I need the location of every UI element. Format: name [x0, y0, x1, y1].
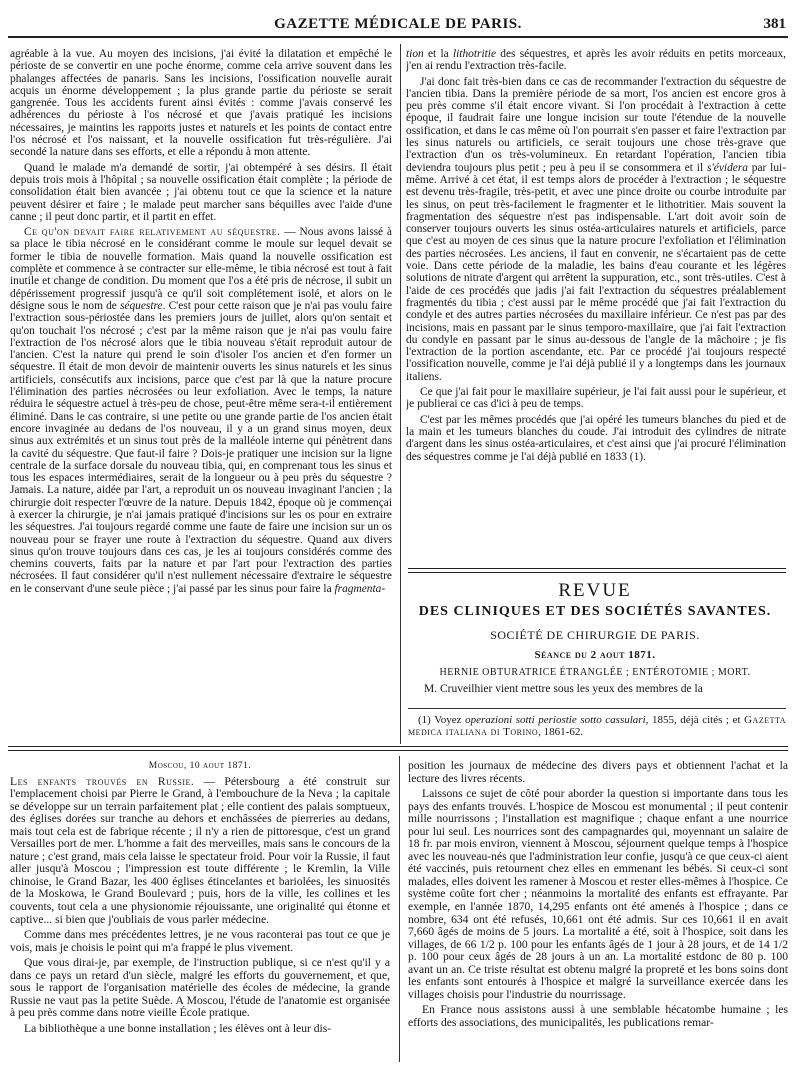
section-divider [408, 568, 786, 573]
article-column-right [406, 48, 786, 554]
correspondence-column-right [408, 760, 788, 1060]
section-heading: Les enfants trouvés en Russie. [10, 774, 195, 788]
case-title: HERNIE OBTURATRICE ÉTRANGLÉE ; ENTÉROTOMIE ; MORT. [439, 667, 751, 678]
column-divider [399, 756, 400, 1062]
paragraph: Que vous dirai-je, par exemple, de l'instruction publique, si ce n'est qu'il y a dans ce pays un retard d'un siècle, malgré les efforts du gouvernement, et que, sous le rapport de l'organisation matérielle des écoles de médecine, la grande Russie ne vaut pas la petite Suède. A Moscou, l'étude de l'anatomie est organisée à peu près comme dans notre vieille École pratique. [10, 956, 390, 1020]
paragraph: Ce que j'ai fait pour le maxillaire supérieur, je l'ai fait aussi pour le supérieur, et je publierai ce cas d'ici à peu de temps. [406, 386, 786, 411]
society-name: SOCIÉTÉ DE CHIRURGIE DE PARIS. [490, 628, 700, 642]
paragraph: Les enfants trouvés en Russie. — Pétersbourg a été construit sur l'emplacement choisi par Pierre le Grand, à l'embouchure de la Neva ; la capitale se développe sur un terrain parfaitement plat ; elle contient des palais somptueux, des églises dorées sur tranche au dehors et enchâssées de pierreries au dedans, mais tout cela est de fabrique récente ; il n'y a rien de pittoresque, c'est un grand Versailles port de mer. L'homme a fait des merveilles, mais sans le concours de la nature ; c'est grand, mais cela laisse le spectateur froid. Pour voir la Russie, il faut aller jusqu'à Moscou ; l'impression est toute différente ; le Kremlin, la Ville chinoise, le Grand Bazar, les 400 églises étincelantes et bariolées, les sinuosités de la Moskowa, le Grand Boulevard ; puis, hors de la ville, les collines et les couvents, tout cela a une physionomie réjouissante, une originalité qui étonne et captive... si bien que j'oubliais de vous parler médecine. [10, 774, 390, 926]
footnote: (1) Voyez operazioni sotti periostie sotto cassulari, 1855, déjà cités ; et Gazetta medica italiana di Torino, 1861-62. [408, 714, 786, 738]
page-number: 381 [763, 16, 786, 32]
correspondence-column-left [10, 760, 390, 1060]
paragraph: Laissons ce sujet de côté pour aborder la question si importante dans tous les pays des enfants trouvés. L'hospice de Moscou est monumental ; il peut contenir mille nourrissons ; l'installation est magnifique ; chaque enfant a une nourrice pour lui seul. Les nourrices sont des campagnardes qui, moyennant un salaire de 18 fr. par mois environ, viennent à Moscou, séjournent quelque temps à l'hospice avec les nouveau-nés que l'administration leur confie, jusqu'à ce que ceux-ci aient été vaccinés, puis retournent chez elles en emmenant les bébés. Si ceux-ci sont malades, elles doivent les ramener à Moscou et rester elles-mêmes à l'hospice. Ce système coûte fort cher ; néanmoins la mortalité des enfants est effrayante. Par exemple, en l'année 1870, 14,295 enfants ont été amenés à l'hospice ; dans ce nombre, 634 ont été refusés, 10,661 ont été admis. Sur ces 10,661 il en avait 7,660 âgés de moins de 5 jours. La mortalité a été, soit à l'hospice, soit dans les villages, de 66 1/2 p. 100 pour les enfants âgés de 1 jour à 28 jours, et de 14 1/2 p. 100 pour ceux âgés de 28 jours à un an. La mortalité estdonc de 80 p. 100 avant un an. Ce triste résultat est obtenu malgré la propreté et les bons soins dont les enfants sont entourés à l'hospice et malgré la surveillance exercée dans les villages choisis pour l'industrie du nourrissage. [408, 787, 788, 1001]
section-heading: Ce qu'on devait faire relativement au séquestre. [24, 226, 281, 239]
revue-first-line: M. Cruveilhier vient mettre sous les yeux des membres de la [424, 683, 703, 695]
paragraph: En France nous assistons aussi à une semblable hécatombe humaine ; les efforts des associations, des municipalités, les publications remar- [408, 1003, 788, 1029]
paragraph: agréable à la vue. Au moyen des incisions, j'ai évité la dilatation et empêché le périoste de se convertir en une poche énorme, comme cela arrive souvent dans les phalanges affectées de panaris. Sans les incisions, l'ossification nouvelle aurait acquis un énorme développement ; la plus grande partie du périoste se serait gangrenée. Tous les accidents furent ainsi évités : comme j'avais conservé les adhérences du périoste à l'os nécrosé et que j'avais pratiqué les incisions nécessaires, je maintins les rapports justes et naturels et les points de contact entre l'os nécrosé et l'os naissant, et la nouvelle ossification fut très-régulière. J'ai secondé la nature dans ses efforts, et elle a répondu à mon attente. [10, 48, 392, 159]
paragraph: Quand le malade m'a demandé de sortir, j'ai obtempéré à ses désirs. Il était depuis trois mois à l'hôpital ; sa nouvelle ossification était complète ; la période de consolidation était bien avancée ; j'ai obtenu tout ce que la science et la nature peuvent désirer et faire ; le malade peut marcher sans béquilles avec l'aide d'une canne ; il peut donc partir, et il partit en effet. [10, 161, 392, 223]
article-column-left [10, 48, 392, 741]
paragraph: position les journaux de médecine des divers pays et obtiennent l'achat et la lecture des livres récents. [408, 760, 788, 785]
session-date: Séance du 2 aout 1871. [534, 649, 656, 661]
paragraph: Comme dans mes précédentes lettres, je ne vous raconterai pas tout ce que je vois, mais je choisis le point qui m'a frappé le plus vivement. [10, 928, 390, 954]
paragraph: Ce qu'on devait faire relativement au séquestre. — Nous avons laissé à sa place le tibia nécrosé en le considérant comme le moule sur lequel devait se former le tibia de nouvelle formation. Mais quand la nouvelle ossification est complète et commence à se contracter sur elle-même, le tibia nécrosé est tout à fait inutile et change de condition. Du moment que l'os a été pris de nécrose, il subit un dépérissement progressif jusqu'à ce qu'il soit complétement isolé, et alors on le désigne sous le nom de séquestre. C'est pour cette raison que je n'ai pas voulu faire l'extraction sous-périostée dans les premiers jours de juillet, alors qu'on sentait et qu'on touchait l'os nécrosé ; c'est par la même raison que je n'ai pas voulu faire l'extraction de l'os nécrosé alors que le tibia nouveau s'était reproduit autour de l'ancien. C'est la nature qui prend le soin d'isoler l'os ancien et d'en former un séquestre. Il était de mon devoir de maintenir ouverts les sinus naturels et les sinus artificiels, consécutifs aux incisions, parce que c'est par là que la nature procure l'élimination des parties nécrosées ou leur exfoliation. Avec le temps, la nature réduira le séquestre actuel à très-peu de chose, peut-être même sera-t-il entièrement éliminé. Dans le cas contraire, si une petite ou une grande partie de l'os ancien était encore invaginée au dedans de l'os nouveau, il y a un grand sinus moyen, deux sinus aux extrémités et un sinus tout près de la malléole interne qui pénètrent dans la cavité du séquestre. Que faut-il faire ? Dois-je pratiquer une incision sur la ligne centrale de la surface dorsale du nouveau tibia, qui, en comprenant tous les sinus et tous les espaces intermédiaires, serait de la longueur ou à peu près du séquestre ? Jamais. La nature, aidée par l'art, a reproduit un os nouveau invaginant l'ancien ; la chirurgie doit respecter l'œuvre de la nature. Depuis 1842, époque où je commençai à exercer la chirurgie, je n'ai jamais pratiqué d'incisions sur les os pour en extraire les séquestres. J'ai toujours regardé comme une faute de faire une incision sur un os nouveau pour se frayer une route à l'extraction du séquestre. Quand aux divers sinus qu'on trouve toujours dans ces cas, je les ai toujours considérés comme des chemins couverts, faits par la nature et par l'art pour l'extraction des parties nécrosées. Il faut considérer qu'il n'est nullement nécessaire d'extraire le séquestre en le conservant d'une seule pièce ; j'ai passé par les sinus pour faire la fragmenta- [10, 226, 392, 595]
revue-subtitle: DES CLINIQUES ET DES SOCIÉTÉS SAVANTES. [418, 604, 772, 619]
review-heading-block [410, 580, 780, 695]
column-divider [400, 44, 401, 744]
paragraph: J'ai donc fait très-bien dans ce cas de recommander l'extraction du séquestre de l'ancien tibia. Dans la première période de sa mort, l'os ancien est encore gros à peu près comme s'il était encore vivant. Si l'on procédait à l'extraction à cette époque, il faudrait faire une longue incision sur toute l'étendue de la nouvelle ossification, et dans le cas même où l'on pourrait s'en passer et faire l'extraction par les sinus naturels ou artificiels, ce serait toujours une chose très-grave que l'extraction d'un os très-volumineux. En retardant l'opération, l'ancien tibia deviendra toujours plus petit ; peu à peu il se consommera et il s'évidera par lui-même. Arrivé à cet état, il est temps alors de procéder à l'extraction ; le séquestre est devenu très-fragile, très-petit, et avec une pince droite ou courbe introduite par les sinus, on peut très-facilement le fragmenter et le lithotritier. Mais souvent la fragmentation des séquestre n'est pas indispensable. L'art doit avoir soin de conserver toujours ouverts les sinus ostéa-articulaires naturels et artificiels, parce que c'est au moyen de ces sinus que la nature procure l'exfoliation et l'élimination des parties nécrosées. Les anciens, il faut en convenir, ne s'écartaient pas de cette voie. Dans cette période de la maladie, les bains d'eau courante et les légères solutions de nitrate d'argent qui arrêtent la suppuration, etc., sont très-utiles. C'est à l'aide de ces procédés que jadis j'ai fait l'extraction du séquestres préalablement fragmentés du tibia ; c'est aussi par le même procédé que j'ai fait l'extraction du condyle et des autres parties nécrosées du maxillaire inférieur. Ce n'est pas par des incisions, mais en passant par le sinus temporo-maxillaire, que j'ai fait l'extraction du condyle en passant par le sinus au-dessous de l'angle de la mâchoire ; je fis l'extraction de la portion ascendante, etc. Par ce procédé j'ai toujours respecté l'ossification nouvelle, comme je l'ai déjà publié il y a longtemps dans les journaux italiens. [406, 75, 786, 383]
journal-title: GAZETTE MÉDICALE DE PARIS. [274, 16, 522, 32]
footnote-rule [408, 708, 786, 709]
paragraph: La bibliothèque a une bonne installation ; les élèves ont à leur dis- [24, 1021, 332, 1035]
page-section-divider [8, 746, 788, 751]
paragraph: C'est par les mêmes procédés que j'ai opéré les tumeurs blanches du pied et de la main et les tumeurs blanches du coude. J'ai introduit des cylindres de nitrate d'argent dans les sinus ostéa-articulaires, et c'est ainsi que j'ai procuré l'élimination des séquestres comme je l'ai déjà publié en 1833 (1). [406, 413, 786, 463]
paragraph: tion et la lithotritie des séquestres, et après les avoir réduits en petits morceaux, j'en ai rendu l'extraction très-facile. [406, 48, 786, 73]
revue-title: REVUE [558, 580, 632, 601]
dateline: Moscou, 10 aout 1871. [148, 761, 252, 771]
page-header [8, 14, 788, 38]
